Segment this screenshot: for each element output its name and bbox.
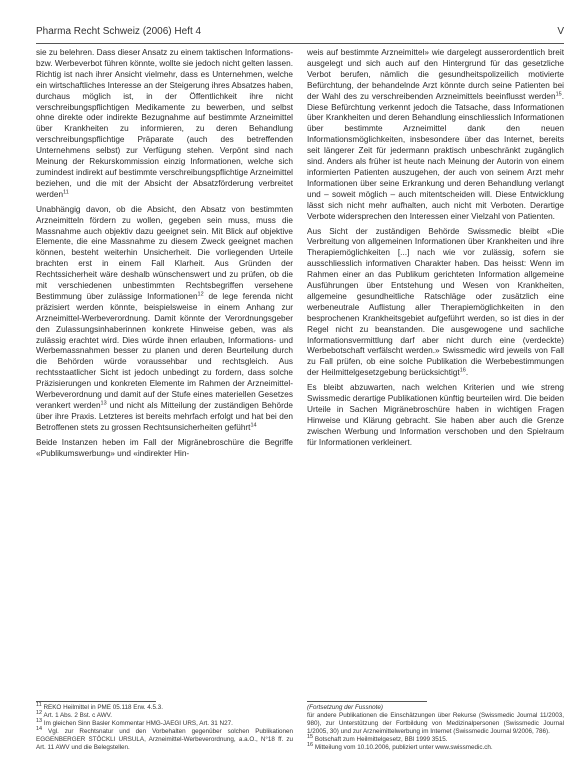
footnote-text: Art. 1 Abs. 2 Bst. c AWV. <box>43 711 113 719</box>
right-column <box>307 48 564 453</box>
footnote-ref: 15 <box>555 90 562 97</box>
footnote-number: 15 <box>307 733 314 740</box>
footnote-number: 11 <box>36 701 42 708</box>
footnote-ref: 13 <box>100 400 107 407</box>
footnotes-left <box>36 701 294 751</box>
footnote-ref: 12 <box>197 291 204 298</box>
footnote-number: 13 <box>36 717 43 724</box>
paragraph-text: sie zu belehren. Dass dieser Ansatz zu einem taktischen Informations- bzw. Werbeverbot führen könnte, wollte sie jedoch nicht gelten lassen. Richtig ist nach ihrer Ansicht vielmehr, dass es Unternehmen, welche ein wirtschaftliches Interesse an der Steigerung ihres Absatzes haben, durchaus möglich ist, in der Öffentlichkeit ihre nicht verschreibungspflichtigen Medikamente zu bewerben, und selbst ohne direkte oder indirekte Bezugnahme auf bestimmte Arzneimittel über Krankheiten zu informieren, zu deren Behandlung verschreibungspflichtige Präparate (auch des betreffenden Unternehmens selbst) zur Verfügung stehen. Verpönt sind nach Meinung der Rekurskommission einzig Informationen, welche sich zumindest indirekt auf bestimmte verschreibungspflichtige Arzneimittel beziehen, und die mit der Absicht der Absatzförderung verbreitet werden <box>36 48 293 199</box>
footnote-text: Im gleichen Sinn Basler Kommentar HMG-JAEGI URS, Art. 31 N27. <box>43 719 233 727</box>
paragraph-text: und nicht als Mitteilung der zuständigen Behörde über ihre Praxis. Letzteres ist bereits mehrfach erfolgt und hat bei den Betroffenen stets zu grossen Rechtsunsicherheiten geführt <box>36 401 293 432</box>
footnote-continuation-text: für andere Publikationen die Einschätzungen über Rekurse (Swissmedic Journal 11/2003, 980), zur Unterstützung der Fortbildung von Medizinalpersonen (Swissmedic Journal 1/2005, 30) und zur Arzneimittelwerbung im Internet (Swissmedic Journal 9/2006, 786). <box>307 711 564 735</box>
paragraph-text: Es bleibt abzuwarten, nach welchen Kriterien und wie streng Swissmedic derartige Publikationen künftig beurteilen wird. Die beiden Urteile in Sachen Migränebroschüre haben in wichtigen Fragen Hinweise und Klärung gebracht. Sie haben aber auch die Grenze zwischen Werbung und Information verschoben und den Spielraum für Informationen verkleinert. <box>307 383 564 447</box>
footnotes-right <box>307 704 564 751</box>
paragraph-text: de lege ferenda nicht präzisiert werden könnte, beispielsweise in einem Anhang zur Arzneimittel-Werbeverordnung. Damit könnte der Verordnungsgeber den Zulassungsinhaberinnen konkrete Hinweise geben, was als zulässig erachtet wird. Dies würde ihnen erlauben, Informations- und Werbemassnahmen besser zu planen und deren Beurteilung durch die Behörden würde voraussehbar und rechtsgleich. Aus rechtsstaatlicher Sicht ist jedoch unbedingt zu fordern, dass solche Präzisierungen und konkreten Elemente im Rahmen der Arzneimittel-Werbeverordnung und damit auf der Stufe eines materiellen Gesetzes verankert werden <box>36 291 293 410</box>
page-number: V <box>557 26 564 37</box>
paragraph-text: . <box>465 368 469 378</box>
page-header <box>36 26 564 42</box>
paragraph <box>307 383 564 448</box>
paragraph-text: . Diese Befürchtung verkennt jedoch die Tatsache, dass Informationen über Krankheiten und deren Behandlung einschliesslich Informationen über bestimmte Arzneimittel dank den neuen Informationsmöglichkeiten, insbesondere über das Internet, bereits seit längerer Zeit für jedermann praktisch unbeschränkt zugänglich sind. Anders als früher ist heute nach Meinung der Autorin von einem informierten Patienten auszugehen, der auch von seinem Arzt mehr Informationen über seine Erkrankung und deren Behandlung verlangt und – soweit möglich – auch mitentscheiden will. Diese Entwicklung lässt sich nicht mehr aufhalten, auch nicht mit Verboten. Derartige Verbote widersprechen den Interessen einer Vielzahl von Patienten. <box>307 91 564 221</box>
paragraph-text: Aus Sicht der zuständigen Behörde Swissmedic bleibt «Die Verbreitung von allgemeinen Informationen über Krankheiten und ihre Therapiemöglichkeiten [...] nach wie vor zulässig, sofern sie ausschliesslich informativen Charakter haben. Das heisst: Wenn im Rahmen einer an das Publikum gerichteten Information allgemeine Ausführungen über Entstehung und Wesen von Krankheiten, allgemeine gesundheitliche Ratschläge oder zusätzlich eine werbeneutrale Auflistung aller Therapiemöglichkeiten in den besprochenen Krankheitsgebiet aufgeführt werden, so ist dies in der Regel nicht zu beanstanden. Die ausgewogene und sachliche Informationsvermittlung darf aber nicht durch eine (verdeckte) Werbebotschaft verfälscht werden.» Swissmedic wird jeweils von Fall zu Fall prüfen, ob eine solche Publikation die Werbebestimmungen der Heilmittelgesetzgebung berücksichtigt <box>307 226 564 378</box>
footnote-text: Vgl. zur Rechtsnatur und den Vorbehalten gegenüber solchen Publikationen EGGENBERGER STÖCKLI URSULA, Arzneimittel-Werbeverordnung, a.a.O., N°18 ff. zu Art. 11 AWV und die Belegstellen. <box>36 727 294 751</box>
footnote-number: 16 <box>307 741 314 748</box>
paragraph <box>36 438 293 460</box>
footnote-ref: 14 <box>250 422 257 429</box>
footnote-text: Botschaft zum Heilmittelgesetz, BBl 1999 3515. <box>314 735 448 743</box>
footnote <box>36 725 294 752</box>
journal-title: Pharma Recht Schweiz (2006) Heft 4 <box>36 26 202 37</box>
paragraph <box>36 48 293 201</box>
footnote <box>36 709 293 720</box>
footnote-number: 14 <box>36 725 43 732</box>
footnote-continuation-title: (Fortsetzung der Fussnote) <box>307 704 383 711</box>
footnote <box>36 717 293 728</box>
footnote-ref: 11 <box>63 189 69 196</box>
footnote <box>307 741 564 752</box>
footnote <box>307 733 564 744</box>
paragraph-text: weis auf bestimmte Arzneimittel» wie dargelegt ausserordentlich breit ausgelegt und sich auch auf den Hintergrund für das gesetzliche Verbot berufen, nämlich die gesundheitspolizeilich motivierte Befürchtung, der behandelnde Arzt könnte durch seine Patienten bei der Wahl des zu verschreibenden Arzneimittels beeinflusst werden <box>307 48 564 101</box>
paragraph <box>307 227 564 380</box>
paragraph <box>307 48 564 223</box>
paragraph <box>36 205 293 434</box>
footnote-rule <box>307 701 427 702</box>
footnote-text: REKO Heilmittel in PME 05.118 Erw. 4.5.3. <box>43 704 164 711</box>
paragraph-text: Beide Instanzen heben im Fall der Migränebroschüre die Begriffe «Publikumswerbung» und «indirekter Hin- <box>36 437 293 458</box>
footnote-rule <box>36 701 156 702</box>
footnote-number: 12 <box>36 709 43 716</box>
left-column <box>36 48 293 464</box>
paragraph-text: Unabhängig davon, ob die Absicht, den Absatz von bestimmten Arzneimitteln fördern zu wollen, gegeben sein muss, muss die Massnahme auch objektiv dazu geeignet sein. Mit Blick auf objektive Elemente, die eine Massnahme zu diesem Zweck geeignet machen können, besteht weiterhin Unsicherheit. Die vorliegenden Urteile brachten erst in einem Fall Klarheit. Aus Gründen der Rechtssicherheit wäre deshalb wünschenswert und zu prüfen, ob die mit verschiedenen unbestimmten Rechtsbegriffen versehene Bestimmung über zulässige Informationen <box>36 204 293 301</box>
header-rule <box>36 43 564 44</box>
footnote <box>36 701 293 712</box>
footnote-ref: 16 <box>459 367 466 374</box>
footnote-text: Mitteilung vom 10.10.2006, publiziert unter www.swissmedic.ch. <box>314 743 493 751</box>
